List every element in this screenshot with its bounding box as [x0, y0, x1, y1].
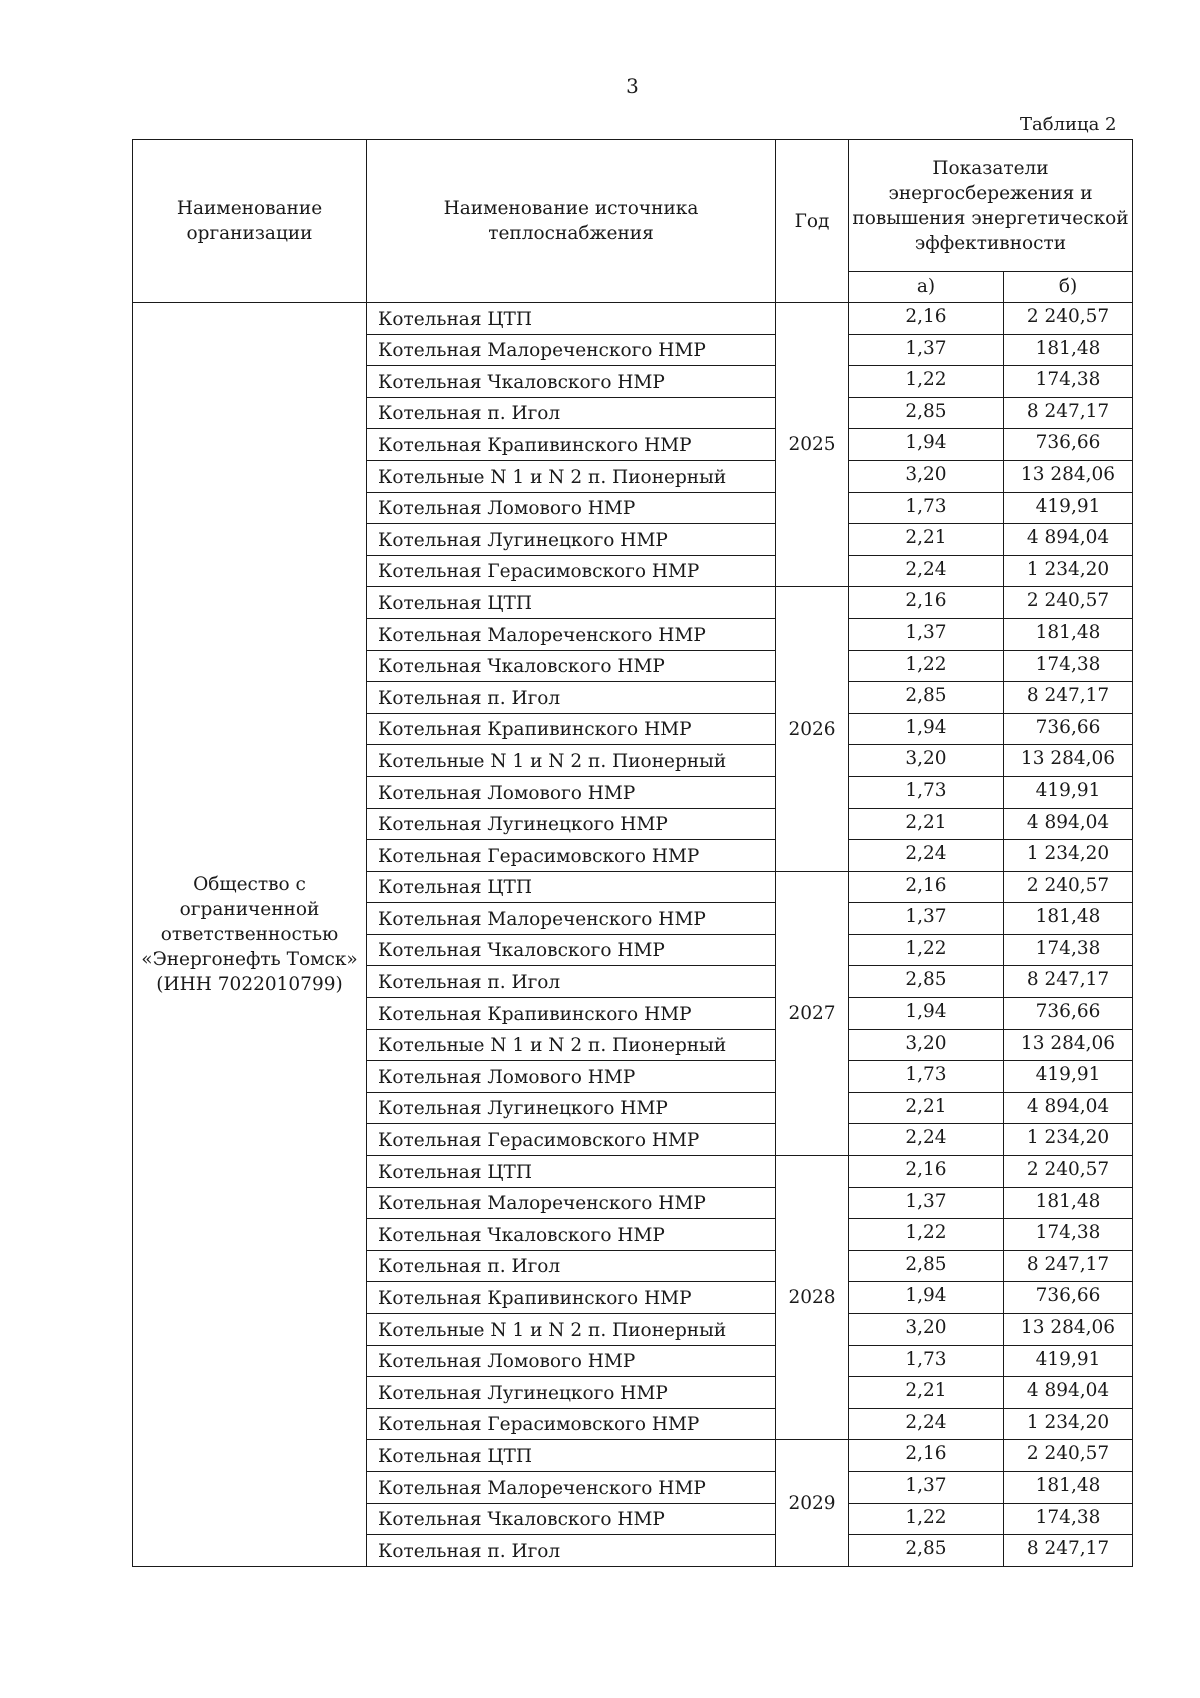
value-b-cell: 8 247,17	[1004, 397, 1133, 429]
value-a-cell: 2,16	[849, 871, 1004, 903]
indicators-table	[132, 139, 1133, 1567]
page-number: 3	[626, 74, 639, 98]
value-a-cell: 2,21	[849, 808, 1004, 840]
value-a-cell: 2,16	[849, 587, 1004, 619]
value-b-cell: 4 894,04	[1004, 1092, 1133, 1124]
value-b-cell: 736,66	[1004, 998, 1133, 1030]
header-year: Год	[776, 140, 849, 303]
source-cell: Котельная Крапивинского НМР	[367, 713, 776, 745]
source-cell: Котельная Герасимовского НМР	[367, 1408, 776, 1440]
value-a-cell: 1,37	[849, 1187, 1004, 1219]
value-b-cell: 181,48	[1004, 618, 1133, 650]
value-a-cell: 1,37	[849, 1471, 1004, 1503]
value-a-cell: 1,37	[849, 334, 1004, 366]
source-cell: Котельная Чкаловского НМР	[367, 366, 776, 398]
value-b-cell: 419,91	[1004, 492, 1133, 524]
source-cell: Котельная п. Игол	[367, 1250, 776, 1282]
value-a-cell: 1,22	[849, 366, 1004, 398]
value-b-cell: 419,91	[1004, 1061, 1133, 1093]
source-cell: Котельная ЦТП	[367, 1156, 776, 1188]
year-cell: 2028	[776, 1156, 849, 1440]
value-a-cell: 3,20	[849, 1029, 1004, 1061]
header-source: Наименование источника теплоснабжения	[367, 140, 776, 303]
value-b-cell: 181,48	[1004, 1471, 1133, 1503]
source-cell: Котельная п. Игол	[367, 966, 776, 998]
value-b-cell: 174,38	[1004, 1219, 1133, 1251]
source-cell: Котельные N 1 и N 2 п. Пионерный	[367, 1314, 776, 1346]
value-a-cell: 1,22	[849, 934, 1004, 966]
value-a-cell: 2,85	[849, 1535, 1004, 1567]
value-b-cell: 4 894,04	[1004, 524, 1133, 556]
value-a-cell: 1,73	[849, 776, 1004, 808]
value-b-cell: 174,38	[1004, 934, 1133, 966]
value-b-cell: 1 234,20	[1004, 840, 1133, 872]
value-b-cell: 2 240,57	[1004, 871, 1133, 903]
source-cell: Котельные N 1 и N 2 п. Пионерный	[367, 460, 776, 492]
source-cell: Котельная Чкаловского НМР	[367, 934, 776, 966]
source-cell: Котельная ЦТП	[367, 303, 776, 335]
value-a-cell: 2,24	[849, 1124, 1004, 1156]
header-indicators: Показатели энергосбережения и повышения энергетической эффективности	[849, 140, 1133, 272]
value-a-cell: 2,85	[849, 966, 1004, 998]
header-organization: Наименование организации	[133, 140, 367, 303]
year-cell: 2025	[776, 303, 849, 587]
year-cell: 2026	[776, 587, 849, 871]
source-cell: Котельная Малореченского НМР	[367, 903, 776, 935]
value-a-cell: 3,20	[849, 460, 1004, 492]
source-cell: Котельная Крапивинского НМР	[367, 998, 776, 1030]
source-cell: Котельная Крапивинского НМР	[367, 1282, 776, 1314]
value-a-cell: 2,21	[849, 1377, 1004, 1409]
value-a-cell: 2,21	[849, 524, 1004, 556]
value-b-cell: 13 284,06	[1004, 745, 1133, 777]
value-b-cell: 8 247,17	[1004, 682, 1133, 714]
value-b-cell: 174,38	[1004, 1503, 1133, 1535]
source-cell: Котельные N 1 и N 2 п. Пионерный	[367, 745, 776, 777]
table-caption: Таблица 2	[1020, 114, 1117, 135]
table-row	[133, 303, 1133, 335]
value-a-cell: 2,24	[849, 840, 1004, 872]
value-b-cell: 4 894,04	[1004, 1377, 1133, 1409]
table-header	[133, 140, 1133, 303]
value-a-cell: 1,94	[849, 429, 1004, 461]
value-a-cell: 2,21	[849, 1092, 1004, 1124]
value-a-cell: 1,73	[849, 1345, 1004, 1377]
value-b-cell: 736,66	[1004, 1282, 1133, 1314]
value-b-cell: 2 240,57	[1004, 303, 1133, 335]
source-cell: Котельная ЦТП	[367, 871, 776, 903]
year-cell: 2029	[776, 1440, 849, 1566]
value-b-cell: 1 234,20	[1004, 555, 1133, 587]
source-cell: Котельная Чкаловского НМР	[367, 1219, 776, 1251]
value-b-cell: 2 240,57	[1004, 1156, 1133, 1188]
value-a-cell: 3,20	[849, 1314, 1004, 1346]
value-b-cell: 4 894,04	[1004, 808, 1133, 840]
value-a-cell: 1,37	[849, 618, 1004, 650]
header-sub-a: а)	[849, 272, 1004, 303]
value-b-cell: 2 240,57	[1004, 587, 1133, 619]
value-b-cell: 174,38	[1004, 650, 1133, 682]
value-a-cell: 2,85	[849, 397, 1004, 429]
value-a-cell: 1,94	[849, 1282, 1004, 1314]
value-a-cell: 3,20	[849, 745, 1004, 777]
value-b-cell: 419,91	[1004, 776, 1133, 808]
value-a-cell: 2,16	[849, 1156, 1004, 1188]
value-b-cell: 419,91	[1004, 1345, 1133, 1377]
source-cell: Котельная Ломового НМР	[367, 492, 776, 524]
value-b-cell: 13 284,06	[1004, 1029, 1133, 1061]
year-cell: 2027	[776, 871, 849, 1155]
source-cell: Котельная Чкаловского НМР	[367, 650, 776, 682]
source-cell: Котельная Чкаловского НМР	[367, 1503, 776, 1535]
value-a-cell: 2,24	[849, 555, 1004, 587]
value-a-cell: 1,73	[849, 1061, 1004, 1093]
source-cell: Котельные N 1 и N 2 п. Пионерный	[367, 1029, 776, 1061]
value-a-cell: 1,22	[849, 1219, 1004, 1251]
organization-cell: Общество с ограниченной ответственностью «Энергонефть Томск» (ИНН 7022010799)	[133, 303, 367, 1567]
value-a-cell: 2,85	[849, 1250, 1004, 1282]
value-b-cell: 2 240,57	[1004, 1440, 1133, 1472]
value-b-cell: 181,48	[1004, 1187, 1133, 1219]
value-a-cell: 1,37	[849, 903, 1004, 935]
value-a-cell: 1,22	[849, 650, 1004, 682]
value-b-cell: 8 247,17	[1004, 966, 1133, 998]
source-cell: Котельная Малореченского НМР	[367, 618, 776, 650]
source-cell: Котельная Лугинецкого НМР	[367, 808, 776, 840]
source-cell: Котельная Герасимовского НМР	[367, 1124, 776, 1156]
value-b-cell: 181,48	[1004, 334, 1133, 366]
value-a-cell: 1,73	[849, 492, 1004, 524]
value-b-cell: 8 247,17	[1004, 1535, 1133, 1567]
value-b-cell: 13 284,06	[1004, 460, 1133, 492]
value-b-cell: 1 234,20	[1004, 1408, 1133, 1440]
source-cell: Котельная Ломового НМР	[367, 1061, 776, 1093]
value-a-cell: 1,94	[849, 998, 1004, 1030]
value-b-cell: 1 234,20	[1004, 1124, 1133, 1156]
value-a-cell: 2,16	[849, 303, 1004, 335]
value-a-cell: 2,85	[849, 682, 1004, 714]
source-cell: Котельная Малореченского НМР	[367, 1471, 776, 1503]
source-cell: Котельная Ломового НМР	[367, 776, 776, 808]
source-cell: Котельная Малореченского НМР	[367, 1187, 776, 1219]
value-b-cell: 13 284,06	[1004, 1314, 1133, 1346]
source-cell: Котельная п. Игол	[367, 682, 776, 714]
source-cell: Котельная ЦТП	[367, 1440, 776, 1472]
value-a-cell: 2,16	[849, 1440, 1004, 1472]
source-cell: Котельная п. Игол	[367, 397, 776, 429]
value-a-cell: 1,94	[849, 713, 1004, 745]
source-cell: Котельная Лугинецкого НМР	[367, 1377, 776, 1409]
value-a-cell: 2,24	[849, 1408, 1004, 1440]
source-cell: Котельная Малореченского НМР	[367, 334, 776, 366]
value-b-cell: 181,48	[1004, 903, 1133, 935]
value-a-cell: 1,22	[849, 1503, 1004, 1535]
value-b-cell: 174,38	[1004, 366, 1133, 398]
source-cell: Котельная Крапивинского НМР	[367, 429, 776, 461]
source-cell: Котельная Герасимовского НМР	[367, 840, 776, 872]
source-cell: Котельная Герасимовского НМР	[367, 555, 776, 587]
source-cell: Котельная ЦТП	[367, 587, 776, 619]
header-sub-b: б)	[1004, 272, 1133, 303]
table-body	[133, 303, 1133, 1567]
value-b-cell: 736,66	[1004, 713, 1133, 745]
value-b-cell: 736,66	[1004, 429, 1133, 461]
source-cell: Котельная п. Игол	[367, 1535, 776, 1567]
value-b-cell: 8 247,17	[1004, 1250, 1133, 1282]
source-cell: Котельная Ломового НМР	[367, 1345, 776, 1377]
source-cell: Котельная Лугинецкого НМР	[367, 524, 776, 556]
source-cell: Котельная Лугинецкого НМР	[367, 1092, 776, 1124]
